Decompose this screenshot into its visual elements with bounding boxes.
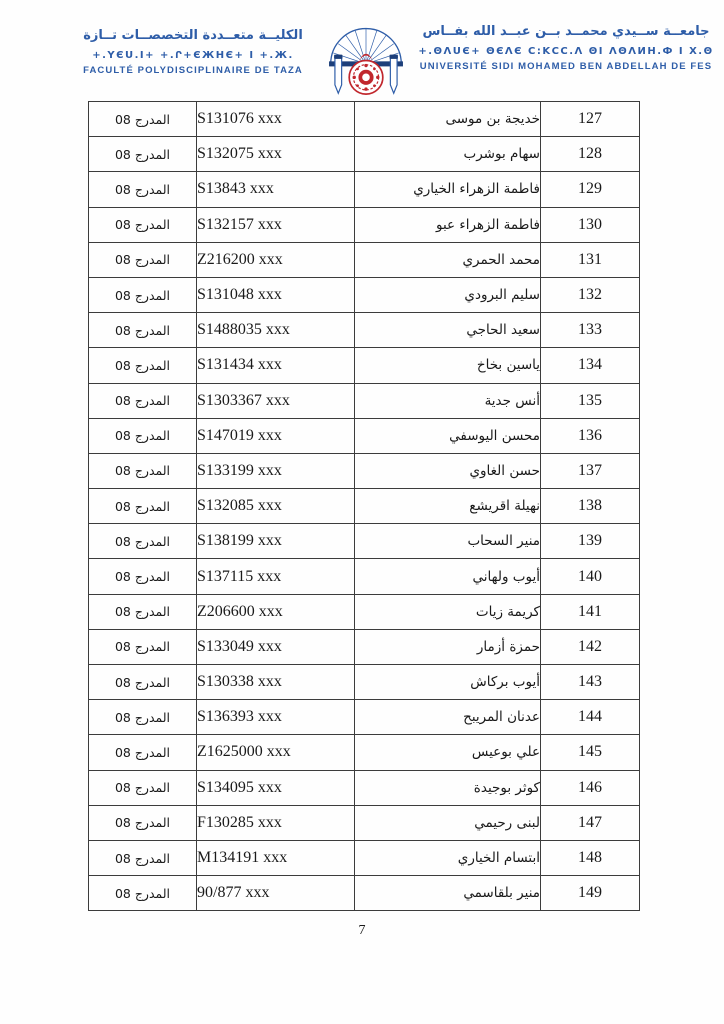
exam-roster-table (88, 101, 640, 911)
student-id-cell: S133049 xxx (197, 629, 355, 664)
seat-number-cell: 131 (541, 242, 640, 277)
table-row (89, 629, 640, 664)
student-id-cell: S132085 xxx (197, 489, 355, 524)
student-name-cell: ابتسام الخياري (355, 840, 541, 875)
seat-number-cell: 133 (541, 313, 640, 348)
amphitheater-cell: المدرج 08 (89, 489, 197, 524)
amphitheater-cell: المدرج 08 (89, 207, 197, 242)
table-row (89, 242, 640, 277)
table-row (89, 770, 640, 805)
amphitheater-cell: المدرج 08 (89, 277, 197, 312)
university-crest-icon (324, 16, 408, 100)
student-name-cell: علي بوعيس (355, 735, 541, 770)
table-row (89, 665, 640, 700)
student-name-cell: أيوب ولهاني (355, 559, 541, 594)
student-name-cell: كريمة زيات (355, 594, 541, 629)
student-id-cell: S137115 xxx (197, 559, 355, 594)
amphitheater-cell: المدرج 08 (89, 313, 197, 348)
seat-number-cell: 127 (541, 102, 640, 137)
seat-number-cell: 143 (541, 665, 640, 700)
seat-number-cell: 144 (541, 700, 640, 735)
page-number: 7 (358, 923, 366, 938)
faculty-header-block (68, 14, 318, 76)
student-id-cell: M134191 xxx (197, 840, 355, 875)
student-id-cell: Z206600 xxx (197, 594, 355, 629)
seat-number-cell: 136 (541, 418, 640, 453)
seat-number-cell: 147 (541, 805, 640, 840)
student-name-cell: فاطمة الزهراء عبو (355, 207, 541, 242)
amphitheater-cell: المدرج 08 (89, 418, 197, 453)
university-name-tifinagh: +.ΘΛUЄ+ ΘЄΛЄ С:ΚСС.Λ ΘІ ΛΘΛИН.Ф І Х.Θ (418, 45, 714, 57)
seat-number-cell: 138 (541, 489, 640, 524)
student-name-cell: سليم البرودي (355, 277, 541, 312)
amphitheater-cell: المدرج 08 (89, 594, 197, 629)
seat-number-cell: 145 (541, 735, 640, 770)
amphitheater-cell: المدرج 08 (89, 172, 197, 207)
seat-number-cell: 128 (541, 137, 640, 172)
seat-number-cell: 148 (541, 840, 640, 875)
student-id-cell: S133199 xxx (197, 453, 355, 488)
student-name-cell: سعيد الحاجي (355, 313, 541, 348)
seat-number-cell: 142 (541, 629, 640, 664)
seat-number-cell: 141 (541, 594, 640, 629)
amphitheater-cell: المدرج 08 (89, 137, 197, 172)
amphitheater-cell: المدرج 08 (89, 102, 197, 137)
student-id-cell: S131076 xxx (197, 102, 355, 137)
student-id-cell: 90/877 xxx (197, 876, 355, 911)
student-id-cell: S1303367 xxx (197, 383, 355, 418)
table-row (89, 418, 640, 453)
amphitheater-cell: المدرج 08 (89, 770, 197, 805)
table-row (89, 876, 640, 911)
table-row (89, 594, 640, 629)
table-row (89, 383, 640, 418)
student-id-cell: S132157 xxx (197, 207, 355, 242)
student-id-cell: F130285 xxx (197, 805, 355, 840)
table-row (89, 277, 640, 312)
student-id-cell: S131048 xxx (197, 277, 355, 312)
student-name-cell: لبنى رحيمي (355, 805, 541, 840)
student-id-cell: S132075 xxx (197, 137, 355, 172)
student-id-cell: S136393 xxx (197, 700, 355, 735)
student-id-cell: S130338 xxx (197, 665, 355, 700)
student-name-cell: حسن الغاوي (355, 453, 541, 488)
table-row (89, 453, 640, 488)
seat-number-cell: 134 (541, 348, 640, 383)
student-name-cell: أيوب بركاش (355, 665, 541, 700)
student-id-cell: S131434 xxx (197, 348, 355, 383)
amphitheater-cell: المدرج 08 (89, 735, 197, 770)
table-row (89, 700, 640, 735)
student-name-cell: أنس جدية (355, 383, 541, 418)
student-id-cell: S1488035 xxx (197, 313, 355, 348)
table-row (89, 840, 640, 875)
seat-number-cell: 149 (541, 876, 640, 911)
student-id-cell: Z216200 xxx (197, 242, 355, 277)
table-row (89, 735, 640, 770)
seat-number-cell: 130 (541, 207, 640, 242)
university-name-french: UNIVERSITÉ SIDI MOHAMED BEN ABDELLAH DE FES (419, 60, 713, 72)
student-id-cell: S147019 xxx (197, 418, 355, 453)
seat-number-cell: 139 (541, 524, 640, 559)
student-name-cell: منير السحاب (355, 524, 541, 559)
amphitheater-cell: المدرج 08 (89, 559, 197, 594)
student-name-cell: محسن اليوسفي (355, 418, 541, 453)
student-name-cell: حمزة أزمار (355, 629, 541, 664)
student-id-cell: S134095 xxx (197, 770, 355, 805)
student-id-cell: S13843 xxx (197, 172, 355, 207)
table-row (89, 172, 640, 207)
table-row (89, 489, 640, 524)
faculty-name-arabic: الكليــة متعــددة التخصصــات تــازة (83, 28, 303, 43)
student-id-cell: Z1625000 xxx (197, 735, 355, 770)
student-name-cell: محمد الحمري (355, 242, 541, 277)
table-row (89, 137, 640, 172)
letterhead (68, 14, 718, 100)
seat-number-cell: 137 (541, 453, 640, 488)
seat-number-cell: 146 (541, 770, 640, 805)
seat-number-cell: 129 (541, 172, 640, 207)
student-name-cell: خديجة بن موسى (355, 102, 541, 137)
student-name-cell: فاطمة الزهراء الخياري (355, 172, 541, 207)
amphitheater-cell: المدرج 08 (89, 665, 197, 700)
seat-number-cell: 132 (541, 277, 640, 312)
student-id-cell: S138199 xxx (197, 524, 355, 559)
student-name-cell: منير بلقاسمي (355, 876, 541, 911)
amphitheater-cell: المدرج 08 (89, 348, 197, 383)
amphitheater-cell: المدرج 08 (89, 700, 197, 735)
amphitheater-cell: المدرج 08 (89, 629, 197, 664)
amphitheater-cell: المدرج 08 (89, 524, 197, 559)
amphitheater-cell: المدرج 08 (89, 840, 197, 875)
seat-number-cell: 135 (541, 383, 640, 418)
amphitheater-cell: المدرج 08 (89, 383, 197, 418)
university-header-block (414, 14, 718, 72)
table-row (89, 313, 640, 348)
seat-number-cell: 140 (541, 559, 640, 594)
table-row (89, 805, 640, 840)
university-name-arabic: جامعــة ســيدي محمــد بــن عبــد الله بفــاس (422, 24, 710, 39)
table-row (89, 524, 640, 559)
roster-table-body (89, 102, 640, 911)
table-row (89, 348, 640, 383)
student-name-cell: سهام بوشرب (355, 137, 541, 172)
amphitheater-cell: المدرج 08 (89, 805, 197, 840)
faculty-name-french: FACULTÉ POLYDISCIPLINAIRE DE TAZA (83, 64, 303, 76)
amphitheater-cell: المدرج 08 (89, 453, 197, 488)
student-name-cell: عدنان المريبح (355, 700, 541, 735)
table-row (89, 102, 640, 137)
table-row (89, 207, 640, 242)
faculty-name-tifinagh: +.ΥЄU.І+ +.Ր+ЄЖНЄ+ І +.Ж. (92, 49, 294, 61)
student-name-cell: ياسين بخاخ (355, 348, 541, 383)
student-name-cell: نهيلة اقريشع (355, 489, 541, 524)
amphitheater-cell: المدرج 08 (89, 242, 197, 277)
amphitheater-cell: المدرج 08 (89, 876, 197, 911)
student-name-cell: كوثر بوجيدة (355, 770, 541, 805)
table-row (89, 559, 640, 594)
